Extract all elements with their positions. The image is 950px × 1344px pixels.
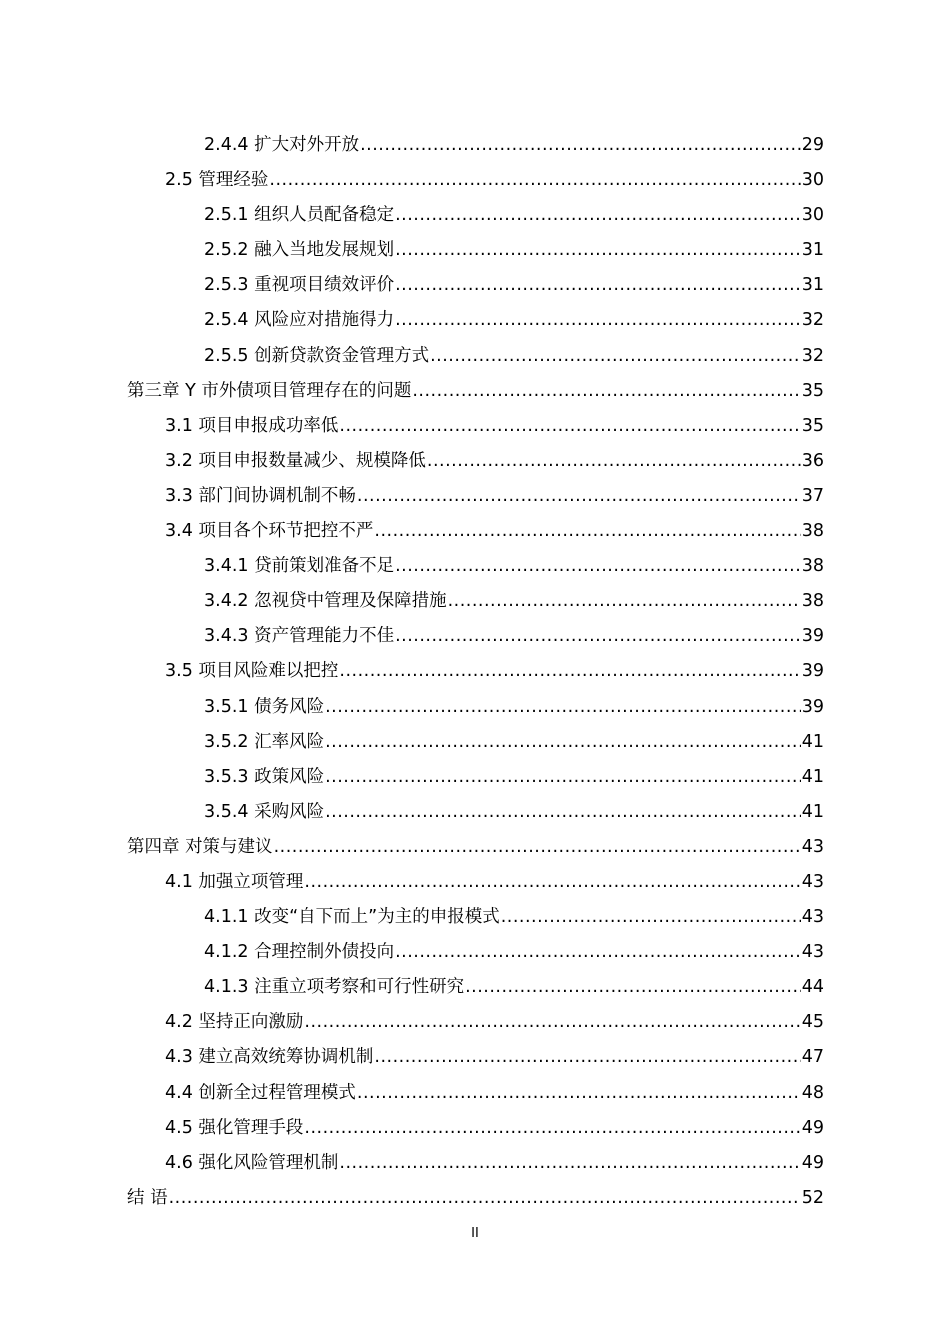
toc-entry-title: 4.1.3 注重立项考察和可行性研究 xyxy=(204,977,465,998)
toc-entry-page: 44 xyxy=(801,977,824,998)
toc-entry-title: 4.1 加强立项管理 xyxy=(165,871,304,892)
toc-leader-dots xyxy=(395,303,801,338)
toc-leader-dots xyxy=(269,163,800,198)
toc-entry-page: 32 xyxy=(801,345,824,366)
toc-entry-page: 35 xyxy=(801,415,824,436)
toc-entry-page: 52 xyxy=(801,1187,824,1208)
toc-entry[interactable] xyxy=(127,760,824,795)
toc-entry-page: 43 xyxy=(801,942,824,963)
toc-leader-dots xyxy=(304,1111,800,1146)
toc-entry-title: 4.4 创新全过程管理模式 xyxy=(165,1082,356,1103)
toc-entry-title: 3.4.2 忽视贷中管理及保障措施 xyxy=(204,591,447,612)
toc-leader-dots xyxy=(339,654,800,689)
toc-entry[interactable] xyxy=(127,479,824,514)
toc-entry-page: 43 xyxy=(801,871,824,892)
toc-entry-title: 2.5.3 重视项目绩效评价 xyxy=(204,275,395,296)
toc-leader-dots xyxy=(395,233,801,268)
toc-entry-title: 2.5.2 融入当地发展规划 xyxy=(204,240,395,261)
toc-entry-title: 4.5 强化管理手段 xyxy=(165,1117,304,1138)
toc-entry-title: 3.4.3 资产管理能力不佳 xyxy=(204,626,395,647)
toc-entry-page: 35 xyxy=(801,380,824,401)
toc-entry-title: 结 语 xyxy=(127,1187,168,1208)
toc-entry-page: 49 xyxy=(801,1117,824,1138)
toc-entry[interactable] xyxy=(127,198,824,233)
toc-entry-page: 31 xyxy=(801,275,824,296)
toc-entry-title: 2.4.4 扩大对外开放 xyxy=(204,135,360,155)
toc-entry-page: 32 xyxy=(801,310,824,331)
toc-entry-title: 2.5 管理经验 xyxy=(165,170,269,191)
toc-entry-title: 3.3 部门间协调机制不畅 xyxy=(165,485,356,506)
toc-leader-dots xyxy=(325,795,801,830)
toc-entry-page: 31 xyxy=(801,240,824,261)
toc-entry[interactable] xyxy=(127,1146,824,1181)
toc-entry-page: 38 xyxy=(801,521,824,542)
toc-leader-dots xyxy=(325,760,801,795)
toc-entry-title: 3.4 项目各个环节把控不严 xyxy=(165,521,374,542)
toc-entry-page: 38 xyxy=(801,556,824,577)
toc-entry-page: 39 xyxy=(801,696,824,717)
toc-leader-dots xyxy=(427,444,801,479)
toc-leader-dots xyxy=(360,128,801,163)
toc-entry-title: 3.2 项目申报数量减少、规模降低 xyxy=(165,450,426,471)
toc-leader-dots xyxy=(304,865,800,900)
toc-leader-dots xyxy=(374,1040,800,1075)
toc-leader-dots xyxy=(304,1005,800,1040)
toc-entry-page: 43 xyxy=(801,907,824,928)
toc-leader-dots xyxy=(395,549,801,584)
toc-entry[interactable] xyxy=(127,619,824,654)
toc-entry[interactable] xyxy=(127,128,824,163)
toc-entry-page: 38 xyxy=(801,591,824,612)
toc-entry[interactable] xyxy=(127,1076,824,1111)
toc-leader-dots xyxy=(465,970,801,1005)
toc-entry-page: 49 xyxy=(801,1152,824,1173)
toc-entry-page: 41 xyxy=(801,731,824,752)
toc-entry[interactable] xyxy=(127,584,824,619)
toc-leader-dots xyxy=(274,830,801,865)
toc-entry[interactable] xyxy=(127,514,824,549)
toc-entry-title: 2.5.4 风险应对措施得力 xyxy=(204,310,395,331)
toc-entry[interactable] xyxy=(127,795,824,830)
toc-leader-dots xyxy=(339,1146,800,1181)
toc-entry-title: 2.5.1 组织人员配备稳定 xyxy=(204,205,395,226)
toc-leader-dots xyxy=(325,690,801,725)
toc-entry-page: 37 xyxy=(801,485,824,506)
toc-entry-title: 第四章 对策与建议 xyxy=(127,836,273,857)
toc-entry-page: 30 xyxy=(801,205,824,226)
toc-entry-page: 41 xyxy=(801,766,824,787)
toc-entry[interactable] xyxy=(127,409,824,444)
toc-entry-page: 45 xyxy=(801,1012,824,1033)
toc-leader-dots xyxy=(448,584,801,619)
toc-entry-page: 43 xyxy=(801,836,824,857)
toc-entry-title: 4.6 强化风险管理机制 xyxy=(165,1152,339,1173)
toc-entry[interactable] xyxy=(127,865,824,900)
toc-leader-dots xyxy=(412,374,800,409)
toc-entry[interactable] xyxy=(127,303,824,338)
toc-entry-title: 3.5.1 债务风险 xyxy=(204,696,325,717)
toc-entry-page: 47 xyxy=(801,1047,824,1068)
toc-entry[interactable] xyxy=(127,339,824,374)
toc-leader-dots xyxy=(395,268,801,303)
toc-entry-page: 41 xyxy=(801,801,824,822)
toc-leader-dots xyxy=(169,1181,801,1216)
toc-entry-title: 第三章 Y 市外债项目管理存在的问题 xyxy=(127,380,412,401)
toc-entry[interactable] xyxy=(127,900,824,935)
toc-entry[interactable] xyxy=(127,1111,824,1146)
toc-entry[interactable] xyxy=(127,654,824,689)
toc-entry-title: 4.3 建立高效统筹协调机制 xyxy=(165,1047,374,1068)
toc-entry-page: 30 xyxy=(801,170,824,191)
toc-entry[interactable] xyxy=(127,935,824,970)
toc-leader-dots xyxy=(501,900,801,935)
toc-entry[interactable] xyxy=(127,970,824,1005)
toc-entry[interactable] xyxy=(127,444,824,479)
toc-entry[interactable] xyxy=(127,830,824,865)
toc-entry-title: 3.5.2 汇率风险 xyxy=(204,731,325,752)
toc-entry-page: 29 xyxy=(801,135,824,155)
toc-entry[interactable] xyxy=(127,725,824,760)
toc-entry-page: 39 xyxy=(801,626,824,647)
toc-entry-title: 3.5.4 采购风险 xyxy=(204,801,325,822)
toc-entry-page: 48 xyxy=(801,1082,824,1103)
toc-entry[interactable] xyxy=(127,1040,824,1075)
toc-entry-title: 4.1.2 合理控制外债投向 xyxy=(204,942,395,963)
toc-entry[interactable] xyxy=(127,233,824,268)
toc-leader-dots xyxy=(395,198,801,233)
toc-leader-dots xyxy=(357,1076,801,1111)
toc-leader-dots xyxy=(374,514,800,549)
toc-entry-page: 39 xyxy=(801,661,824,682)
toc-leader-dots xyxy=(430,339,801,374)
toc-entry-title: 4.2 坚持正向激励 xyxy=(165,1012,304,1033)
toc-leader-dots xyxy=(395,619,801,654)
toc-entry-title: 3.4.1 贷前策划准备不足 xyxy=(204,556,395,577)
page-number: II xyxy=(471,1226,479,1241)
toc-entry[interactable] xyxy=(127,1181,824,1216)
toc-leader-dots xyxy=(325,725,801,760)
toc-entry[interactable] xyxy=(127,1005,824,1040)
toc-entry[interactable] xyxy=(127,690,824,725)
table-of-contents xyxy=(127,128,824,1216)
toc-entry[interactable] xyxy=(127,268,824,303)
toc-entry-title: 3.5 项目风险难以把控 xyxy=(165,661,339,682)
toc-entry[interactable] xyxy=(127,163,824,198)
toc-entry-title: 3.5.3 政策风险 xyxy=(204,766,325,787)
toc-leader-dots xyxy=(395,935,801,970)
toc-entry-title: 3.1 项目申报成功率低 xyxy=(165,415,339,436)
toc-entry[interactable] xyxy=(127,374,824,409)
toc-leader-dots xyxy=(339,409,800,444)
toc-leader-dots xyxy=(357,479,801,514)
toc-entry[interactable] xyxy=(127,549,824,584)
toc-entry-title: 4.1.1 改变“自下而上”为主的申报模式 xyxy=(204,907,500,928)
toc-entry-title: 2.5.5 创新贷款资金管理方式 xyxy=(204,345,430,366)
toc-entry-page: 36 xyxy=(801,450,824,471)
